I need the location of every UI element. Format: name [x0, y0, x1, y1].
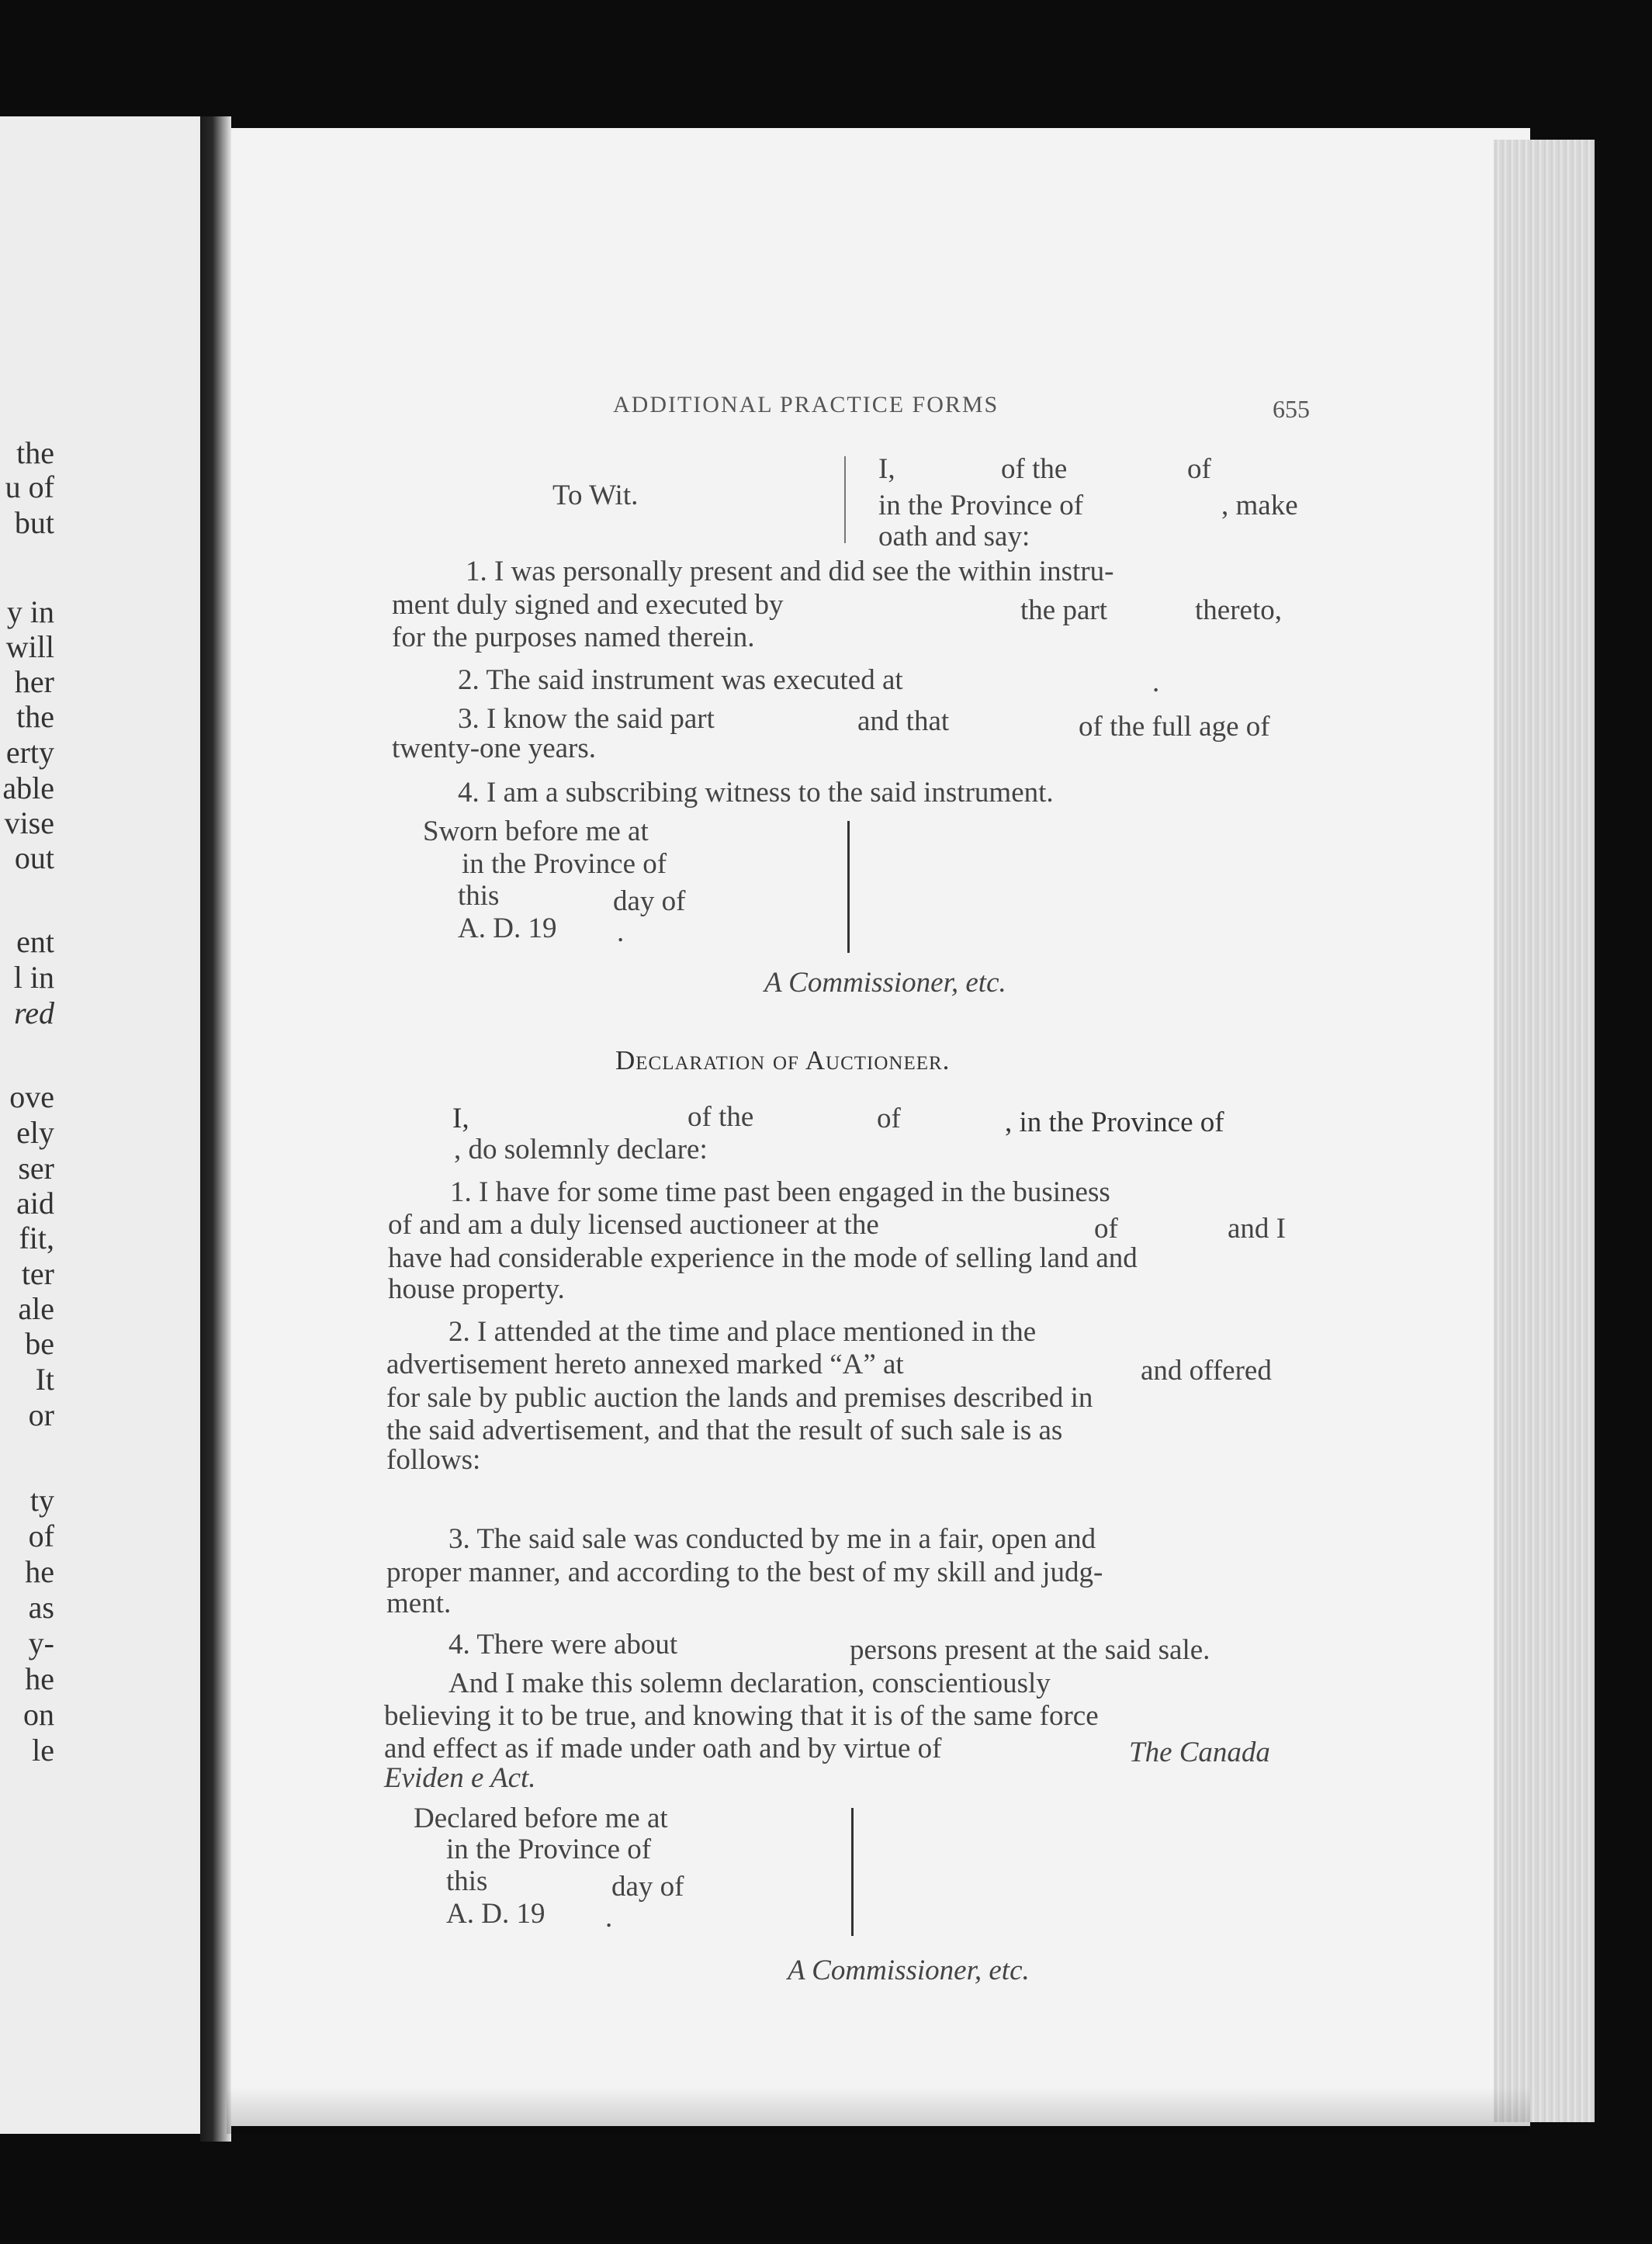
jurat-line: day of [611, 1871, 684, 1903]
declaration-item-2: advertisement hereto annexed marked “A” at [386, 1349, 904, 1380]
to-wit-label: To Wit. [552, 480, 639, 511]
left-fragment: but [14, 505, 54, 540]
jurat-line: day of [613, 885, 686, 917]
jurat-line: in the Province of [446, 1834, 652, 1865]
affidavit-item-3-line-2: twenty-one years. [392, 732, 597, 764]
left-fragment: he [25, 1661, 54, 1696]
page-bottom-shadow [227, 2087, 1530, 2134]
left-fragment: y in [6, 594, 54, 629]
left-fragment: be [25, 1326, 54, 1361]
jurat-bracket [847, 821, 850, 953]
left-fragment: vise [4, 805, 54, 840]
declaration-item-1: 1. I have for some time past been engaged in the business [450, 1176, 1110, 1208]
jurat-line: in the Province of [462, 848, 667, 880]
affidavit-item-4: 4. I am a subscribing witness to the said instrument. [458, 777, 1054, 809]
affidavit-item-1-line-3: for the purposes named therein. [392, 622, 755, 653]
caption-text: of [1187, 453, 1211, 485]
jurat-line: this [458, 880, 500, 912]
declaration-item-2: follows: [386, 1444, 481, 1476]
declaration-closing: and effect as if made under oath and by virtue of [384, 1733, 942, 1764]
affidavit-item-1-line-2: ment duly signed and executed by [392, 589, 784, 621]
left-fragment: ter [21, 1256, 54, 1291]
caption-text: in the Province of [878, 490, 1084, 521]
act-title: Eviden e Act. [384, 1762, 536, 1794]
declaration-item-1: have had considerable experience in the mode of selling land and [388, 1242, 1138, 1274]
caption-text: , make [1221, 490, 1298, 521]
affidavit-item-3-line-1b: and that [857, 705, 950, 737]
left-fragment: of [28, 1519, 54, 1553]
left-fragment: ty [29, 1483, 54, 1518]
left-fragment: on [23, 1697, 54, 1732]
affidavit-item-2: 2. The said instrument was executed at [458, 664, 903, 696]
declaration-closing: believing it to be true, and knowing that it is of the same force [384, 1700, 1099, 1732]
declaration-item-1: of and am a duly licensed auctioneer at the [388, 1209, 879, 1241]
left-fragment: u of [5, 469, 54, 504]
declaration-item-1: of [1094, 1213, 1118, 1245]
jurat-line: Declared before me at [414, 1802, 668, 1834]
affidavit-item-1-line-2c: thereto, [1195, 594, 1282, 626]
left-fragment: ent [16, 924, 54, 959]
jurat-line: this [446, 1865, 488, 1897]
declaration-item-3: proper manner, and according to the best of my skill and judg- [386, 1557, 1103, 1588]
jurat-line: Sworn before me at [423, 816, 649, 847]
declaration-item-4: persons present at the said sale. [850, 1634, 1210, 1666]
declaration-item-2: the said advertisement, and that the result of such sale is as [386, 1415, 1063, 1446]
caption-text: of the [1001, 453, 1068, 485]
commissioner-signature: A Commissioner, etc. [764, 967, 1006, 999]
page-edge-stack [1494, 140, 1595, 2122]
left-fragment: as [28, 1590, 54, 1625]
caption-text: oath and say: [878, 521, 1030, 552]
affidavit-item-2-end: . [1152, 667, 1160, 698]
left-fragment: ale [18, 1291, 54, 1326]
left-fragment: aid [16, 1186, 54, 1221]
page-number: 655 [1273, 395, 1310, 423]
left-fragment: out [14, 840, 54, 875]
left-fragment: It [35, 1362, 54, 1397]
declaration-intro: , in the Province of [1005, 1106, 1224, 1138]
running-header-title: ADDITIONAL PRACTICE FORMS [613, 392, 999, 417]
left-fragment: l in [13, 960, 54, 995]
declaration-item-2: and offered [1141, 1355, 1272, 1387]
declaration-item-2: for sale by public auction the lands and premises described in [386, 1382, 1093, 1414]
declaration-item-4: 4. There were about [448, 1629, 678, 1660]
declaration-item-3: 3. The said sale was conducted by me in a fair, open and [448, 1523, 1096, 1555]
book-spine [200, 116, 231, 2142]
left-fragment: y- [28, 1626, 54, 1660]
left-fragment: le [32, 1733, 54, 1768]
commissioner-signature: A Commissioner, etc. [788, 1955, 1030, 1986]
declaration-item-1: house property. [388, 1273, 565, 1305]
left-fragment: will [5, 629, 54, 664]
left-fragment: fit, [19, 1221, 54, 1255]
declaration-closing: And I make this solemn declaration, conscientiously [448, 1667, 1051, 1699]
left-fragment: the [16, 699, 54, 734]
declaration-item-2: 2. I attended at the time and place mentioned in the [448, 1316, 1037, 1348]
affidavit-item-1-line-2b: the part [1020, 594, 1107, 626]
left-fragment: ser [18, 1151, 54, 1186]
left-fragment: the [16, 435, 54, 470]
declaration-item-1: and I [1228, 1213, 1286, 1245]
jurat-line: . [605, 1902, 613, 1934]
left-fragment: her [14, 664, 54, 699]
caption-text: I, [878, 453, 895, 485]
declaration-intro: I, [452, 1103, 469, 1134]
declaration-item-3: ment. [386, 1588, 452, 1619]
affidavit-item-1-line-1: 1. I was personally present and did see the within instru- [466, 556, 1114, 587]
affidavit-item-3-line-1: 3. I know the said part [458, 703, 715, 735]
left-fragment: or [28, 1397, 54, 1432]
jurat-line: A. D. 19 [458, 912, 557, 944]
jurat-line: A. D. 19 [446, 1898, 545, 1930]
affidavit-item-3-line-1c: of the full age of [1079, 711, 1270, 743]
left-fragment: able [2, 771, 54, 805]
left-fragment: ove [9, 1079, 54, 1114]
left-fragment: ely [16, 1115, 54, 1150]
left-fragment: red [14, 996, 54, 1030]
act-title: The Canada [1129, 1737, 1270, 1768]
jurat-line: . [617, 916, 625, 948]
left-fragment: erty [5, 735, 54, 770]
jurat-bracket [851, 1808, 854, 1936]
declaration-intro: , do solemnly declare: [454, 1134, 708, 1165]
caption-bracket [844, 456, 846, 543]
declaration-title: Declaration of Auctioneer. [615, 1045, 951, 1075]
declaration-intro: of the [687, 1101, 754, 1133]
left-fragment: he [25, 1554, 54, 1589]
declaration-intro: of [877, 1103, 901, 1134]
